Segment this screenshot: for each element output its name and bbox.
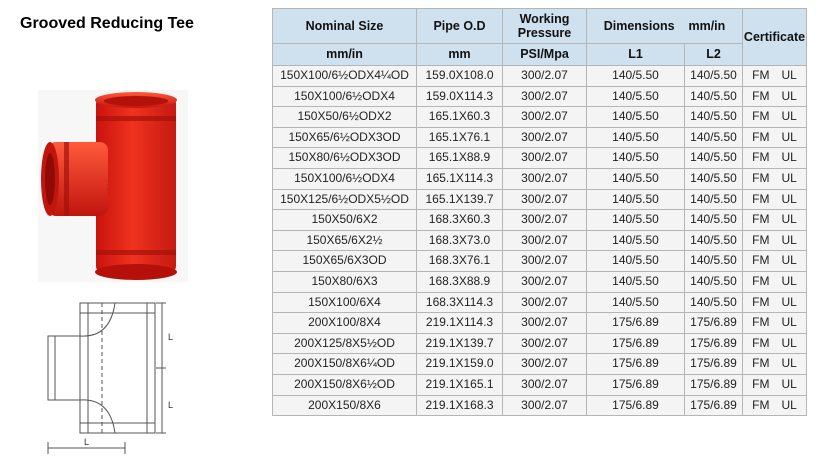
- cell-pipe-od: 168.3X60.3: [417, 210, 503, 231]
- cert-ul: UL: [781, 191, 797, 206]
- cell-working-pressure: 300/2.07: [503, 395, 587, 416]
- table-row: [273, 313, 807, 334]
- table-header-row: [273, 9, 807, 44]
- cell-certificate: [743, 292, 807, 313]
- cert-fm: FM: [752, 294, 770, 309]
- technical-drawing: [40, 298, 190, 468]
- cell-nominal-size: 150X65/6X3OD: [273, 251, 417, 272]
- cell-nominal-size: 200X100/8X4: [273, 313, 417, 334]
- cell-l1: 140/5.50: [587, 230, 685, 251]
- cell-l2: 175/6.89: [685, 395, 743, 416]
- cell-l1: 140/5.50: [587, 189, 685, 210]
- cell-l2: 140/5.50: [685, 210, 743, 231]
- cell-certificate: [743, 230, 807, 251]
- cert-fm: FM: [752, 150, 770, 165]
- cert-ul: UL: [781, 335, 797, 350]
- cell-pipe-od: 159.0X108.0: [417, 66, 503, 87]
- cell-certificate: [743, 395, 807, 416]
- cell-certificate: [743, 168, 807, 189]
- tee-fitting-image: [38, 90, 188, 282]
- cell-l1: 140/5.50: [587, 107, 685, 128]
- cell-nominal-size: 150X65/6½ODX3OD: [273, 127, 417, 148]
- cell-working-pressure: 300/2.07: [503, 230, 587, 251]
- header-pipe-od: Pipe O.D: [417, 9, 503, 44]
- cell-working-pressure: 300/2.07: [503, 313, 587, 334]
- dim-label-upper: L: [168, 332, 174, 342]
- cell-l2: 140/5.50: [685, 66, 743, 87]
- cell-certificate: [743, 148, 807, 169]
- cell-nominal-size: 200X125/8X5½OD: [273, 333, 417, 354]
- spec-table: [272, 8, 807, 416]
- table-row: [273, 127, 807, 148]
- cell-l2: 140/5.50: [685, 86, 743, 107]
- cell-l2: 140/5.50: [685, 107, 743, 128]
- cert-ul: UL: [781, 294, 797, 309]
- cell-working-pressure: 300/2.07: [503, 292, 587, 313]
- cell-l2: 140/5.50: [685, 292, 743, 313]
- cert-fm: FM: [752, 109, 770, 124]
- cert-ul: UL: [781, 273, 797, 288]
- cell-pipe-od: 219.1X159.0: [417, 354, 503, 375]
- table-row: [273, 86, 807, 107]
- table-row: [273, 230, 807, 251]
- cell-l1: 175/6.89: [587, 374, 685, 395]
- subheader-nominal-unit: mm/in: [273, 44, 417, 66]
- product-photo: [38, 90, 188, 282]
- cert-fm: FM: [752, 376, 770, 391]
- cert-fm: FM: [752, 232, 770, 247]
- cell-working-pressure: 300/2.07: [503, 148, 587, 169]
- cell-l2: 140/5.50: [685, 189, 743, 210]
- cell-nominal-size: 150X100/6½ODX4¼OD: [273, 66, 417, 87]
- cell-working-pressure: 300/2.07: [503, 251, 587, 272]
- cell-l2: 140/5.50: [685, 127, 743, 148]
- table-row: [273, 210, 807, 231]
- cell-pipe-od: 165.1X114.3: [417, 168, 503, 189]
- cell-certificate: [743, 127, 807, 148]
- table-row: [273, 395, 807, 416]
- cell-working-pressure: 300/2.07: [503, 271, 587, 292]
- cell-l1: 175/6.89: [587, 333, 685, 354]
- cell-nominal-size: 150X80/6X3: [273, 271, 417, 292]
- cell-nominal-size: 150X125/6½ODX5½OD: [273, 189, 417, 210]
- cell-pipe-od: 168.3X114.3: [417, 292, 503, 313]
- cert-ul: UL: [781, 170, 797, 185]
- cell-pipe-od: 165.1X88.9: [417, 148, 503, 169]
- cell-l1: 175/6.89: [587, 354, 685, 375]
- cell-l1: 175/6.89: [587, 395, 685, 416]
- cell-pipe-od: 219.1X139.7: [417, 333, 503, 354]
- subheader-pipe-unit: mm: [417, 44, 503, 66]
- cert-fm: FM: [752, 397, 770, 412]
- table-row: [273, 374, 807, 395]
- cert-ul: UL: [781, 88, 797, 103]
- cell-working-pressure: 300/2.07: [503, 374, 587, 395]
- cell-pipe-od: 165.1X60.3: [417, 107, 503, 128]
- header-working-pressure: Working Pressure: [503, 9, 587, 44]
- cert-fm: FM: [752, 315, 770, 330]
- cert-ul: UL: [781, 356, 797, 371]
- table-row: [273, 66, 807, 87]
- cert-ul: UL: [781, 68, 797, 82]
- table-row: [273, 333, 807, 354]
- cert-ul: UL: [781, 212, 797, 227]
- cert-ul: UL: [781, 253, 797, 268]
- table-subheader-row: [273, 44, 807, 66]
- cell-certificate: [743, 374, 807, 395]
- cell-nominal-size: 150X50/6½ODX2: [273, 107, 417, 128]
- dim-label-lower: L: [168, 400, 174, 410]
- cert-fm: FM: [752, 191, 770, 206]
- cell-l1: 140/5.50: [587, 210, 685, 231]
- table-row: [273, 354, 807, 375]
- cell-l2: 140/5.50: [685, 168, 743, 189]
- cert-ul: UL: [781, 397, 797, 412]
- cell-l1: 140/5.50: [587, 127, 685, 148]
- cert-ul: UL: [781, 109, 797, 124]
- cell-nominal-size: 150X50/6X2: [273, 210, 417, 231]
- cell-l1: 140/5.50: [587, 86, 685, 107]
- cell-certificate: [743, 107, 807, 128]
- svg-text:· · · ·: · · · ·: [102, 179, 112, 196]
- cert-fm: FM: [752, 129, 770, 144]
- table-row: [273, 107, 807, 128]
- table-row: [273, 251, 807, 272]
- cell-certificate: [743, 271, 807, 292]
- spec-table-body: [273, 66, 807, 416]
- cell-nominal-size: 150X65/6X2½: [273, 230, 417, 251]
- subheader-pressure-unit: PSI/Mpa: [503, 44, 587, 66]
- cert-fm: FM: [752, 170, 770, 185]
- cert-ul: UL: [781, 315, 797, 330]
- cell-l2: 175/6.89: [685, 374, 743, 395]
- cell-certificate: [743, 251, 807, 272]
- cell-certificate: [743, 354, 807, 375]
- table-row: [273, 148, 807, 169]
- cell-pipe-od: 168.3X73.0: [417, 230, 503, 251]
- cell-working-pressure: 300/2.07: [503, 333, 587, 354]
- table-row: [273, 168, 807, 189]
- cell-working-pressure: 300/2.07: [503, 127, 587, 148]
- tee-dimension-diagram: [40, 298, 190, 468]
- cell-pipe-od: 168.3X88.9: [417, 271, 503, 292]
- cell-certificate: [743, 66, 807, 87]
- cell-certificate: [743, 210, 807, 231]
- cell-certificate: [743, 333, 807, 354]
- header-dimensions: Dimensions mm/in: [587, 9, 743, 44]
- cell-l1: 140/5.50: [587, 66, 685, 87]
- cell-l2: 175/6.89: [685, 333, 743, 354]
- cell-certificate: [743, 313, 807, 334]
- dim-label-bottom: L: [84, 437, 90, 447]
- cell-nominal-size: 150X100/6X4: [273, 292, 417, 313]
- table-row: [273, 189, 807, 210]
- cert-fm: FM: [752, 253, 770, 268]
- cert-fm: FM: [752, 356, 770, 371]
- cell-l2: 140/5.50: [685, 271, 743, 292]
- cell-pipe-od: 219.1X165.1: [417, 374, 503, 395]
- cell-l2: 140/5.50: [685, 251, 743, 272]
- cell-l1: 140/5.50: [587, 148, 685, 169]
- table-row: [273, 271, 807, 292]
- cell-l2: 175/6.89: [685, 354, 743, 375]
- cell-l2: 140/5.50: [685, 230, 743, 251]
- subheader-l1: L1: [587, 44, 685, 66]
- cell-pipe-od: 168.3X76.1: [417, 251, 503, 272]
- subheader-l2: L2: [685, 44, 743, 66]
- cert-fm: FM: [752, 335, 770, 350]
- cell-pipe-od: 165.1X139.7: [417, 189, 503, 210]
- cell-nominal-size: 150X100/6½ODX4: [273, 168, 417, 189]
- cell-working-pressure: 300/2.07: [503, 168, 587, 189]
- cell-l1: 175/6.89: [587, 313, 685, 334]
- cert-ul: UL: [781, 150, 797, 165]
- cell-pipe-od: 159.0X114.3: [417, 86, 503, 107]
- cell-l1: 140/5.50: [587, 251, 685, 272]
- cert-fm: FM: [752, 68, 770, 82]
- cell-l2: 140/5.50: [685, 148, 743, 169]
- cell-working-pressure: 300/2.07: [503, 189, 587, 210]
- cert-ul: UL: [781, 129, 797, 144]
- cell-working-pressure: 300/2.07: [503, 107, 587, 128]
- cert-fm: FM: [752, 88, 770, 103]
- cell-working-pressure: 300/2.07: [503, 86, 587, 107]
- cell-nominal-size: 200X150/8X6: [273, 395, 417, 416]
- header-certificate: Certificate: [743, 9, 807, 66]
- cell-working-pressure: 300/2.07: [503, 210, 587, 231]
- cell-working-pressure: 300/2.07: [503, 66, 587, 87]
- cell-nominal-size: 150X100/6½ODX4: [273, 86, 417, 107]
- cell-l1: 140/5.50: [587, 292, 685, 313]
- cell-pipe-od: 219.1X168.3: [417, 395, 503, 416]
- cert-fm: FM: [752, 273, 770, 288]
- cell-certificate: [743, 86, 807, 107]
- cell-l2: 175/6.89: [685, 313, 743, 334]
- page-title: Grooved Reducing Tee: [20, 15, 194, 32]
- cert-ul: UL: [781, 376, 797, 391]
- cell-nominal-size: 150X80/6½ODX3OD: [273, 148, 417, 169]
- cell-pipe-od: 219.1X114.3: [417, 313, 503, 334]
- cert-fm: FM: [752, 212, 770, 227]
- cell-nominal-size: 200X150/8X6½OD: [273, 374, 417, 395]
- cert-ul: UL: [781, 232, 797, 247]
- header-nominal-size: Nominal Size: [273, 9, 417, 44]
- cell-certificate: [743, 189, 807, 210]
- cell-working-pressure: 300/2.07: [503, 354, 587, 375]
- table-row: [273, 292, 807, 313]
- cell-l1: 140/5.50: [587, 271, 685, 292]
- cell-nominal-size: 200X150/8X6¼OD: [273, 354, 417, 375]
- cell-l1: 140/5.50: [587, 168, 685, 189]
- cell-pipe-od: 165.1X76.1: [417, 127, 503, 148]
